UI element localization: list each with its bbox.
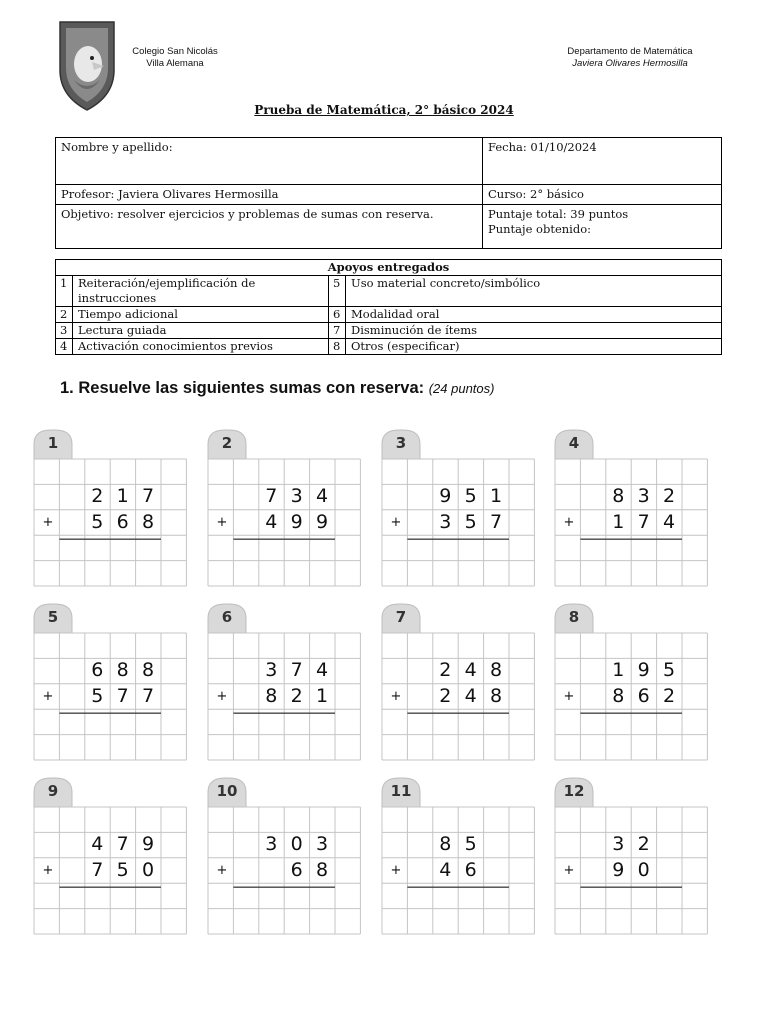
name-field[interactable]: Nombre y apellido: (56, 138, 483, 185)
question-text: Resuelve las siguientes sumas con reserva: (78, 379, 425, 397)
exercise-number: 5 (47, 608, 59, 626)
plus-sign: + (390, 688, 402, 704)
support-number: 3 (56, 323, 73, 339)
addend-top-digit: 0 (290, 833, 303, 856)
addend-bottom-digit: 5 (464, 510, 477, 533)
plus-sign: + (42, 688, 54, 704)
addend-top-digit: 9 (439, 485, 452, 508)
plus-sign: + (563, 514, 575, 530)
exercise-number: 9 (47, 782, 59, 800)
support-item: Otros (especificar) (346, 339, 722, 355)
course-field: Curso: 2° básico (483, 185, 722, 205)
support-number: 4 (56, 339, 73, 355)
exercise-card-11 (381, 776, 535, 936)
support-item: Modalidad oral (346, 307, 722, 323)
addend-top-digit: 4 (316, 659, 329, 682)
school-name: Colegio San Nicolás (132, 46, 218, 57)
exercise-card-7 (381, 602, 535, 762)
addend-top-digit: 2 (439, 659, 452, 682)
exercise-card-3 (381, 428, 535, 588)
question-1-heading (60, 379, 494, 398)
exercise-number: 3 (395, 434, 407, 452)
addend-bottom-digit: 7 (91, 858, 104, 881)
exercise-card-10 (207, 776, 361, 936)
addend-bottom-digit: 4 (439, 858, 452, 881)
supports-table (55, 259, 722, 355)
exercise-number: 8 (568, 608, 580, 626)
exercise-number: 6 (221, 608, 233, 626)
addend-top-digit: 8 (142, 659, 155, 682)
addend-bottom-digit: 6 (116, 510, 129, 533)
department-name: Departamento de Matemática (567, 46, 693, 57)
support-item: Uso material concreto/simbólico (346, 276, 722, 307)
addend-bottom-digit: 5 (91, 510, 104, 533)
addend-bottom-digit: 7 (142, 684, 155, 707)
support-number: 6 (329, 307, 346, 323)
addend-top-digit: 8 (612, 485, 625, 508)
plus-sign: + (563, 688, 575, 704)
addend-bottom-digit: 8 (316, 858, 329, 881)
addend-top-digit: 9 (637, 659, 650, 682)
support-number: 2 (56, 307, 73, 323)
addend-top-digit: 3 (612, 833, 625, 856)
department-info (540, 46, 720, 70)
plus-sign: + (216, 862, 228, 878)
addend-bottom-digit: 7 (637, 510, 650, 533)
addend-bottom-digit: 8 (612, 684, 625, 707)
addend-bottom-digit: 8 (490, 684, 503, 707)
addend-bottom-digit: 0 (637, 858, 650, 881)
addend-bottom-digit: 4 (663, 510, 676, 533)
exercise-card-4 (554, 428, 708, 588)
plus-sign: + (216, 514, 228, 530)
support-item: Tiempo adicional (73, 307, 329, 323)
addend-top-digit: 7 (142, 485, 155, 508)
addend-top-digit: 6 (91, 659, 104, 682)
school-city: Villa Alemana (146, 58, 204, 69)
exercise-number: 4 (568, 434, 580, 452)
objective-field: Objetivo: resolver ejercicios y problemas de sumas con reserva. (56, 205, 483, 249)
addend-top-digit: 3 (316, 833, 329, 856)
addend-bottom-digit: 6 (637, 684, 650, 707)
addend-top-digit: 2 (91, 485, 104, 508)
addend-bottom-digit: 6 (290, 858, 303, 881)
supports-heading: Apoyos entregados (56, 260, 722, 276)
student-info-table (55, 137, 722, 249)
exercise-number: 10 (216, 782, 238, 800)
support-item: Disminución de ítems (346, 323, 722, 339)
addend-top-digit: 4 (464, 659, 477, 682)
school-info (128, 46, 222, 70)
exercise-card-9 (33, 776, 187, 936)
support-item: Reiteración/ejemplificación de instrucciones (73, 276, 329, 307)
exercise-card-6 (207, 602, 361, 762)
page-title: Prueba de Matemática, 2° básico 2024 (254, 103, 514, 117)
school-logo (56, 18, 118, 112)
plus-sign: + (563, 862, 575, 878)
plus-sign: + (42, 862, 54, 878)
addend-top-digit: 8 (439, 833, 452, 856)
addend-top-digit: 7 (290, 659, 303, 682)
support-number: 5 (329, 276, 346, 307)
plus-sign: + (390, 862, 402, 878)
teacher-field: Profesor: Javiera Olivares Hermosilla (56, 185, 483, 205)
exercise-number: 7 (395, 608, 407, 626)
addend-top-digit: 4 (316, 485, 329, 508)
addend-bottom-digit: 2 (439, 684, 452, 707)
addend-top-digit: 5 (464, 485, 477, 508)
exercise-card-8 (554, 602, 708, 762)
exercise-card-1 (33, 428, 187, 588)
addend-top-digit: 1 (490, 485, 503, 508)
question-points: (24 puntos) (428, 381, 495, 396)
plus-sign: + (216, 688, 228, 704)
addend-top-digit: 3 (290, 485, 303, 508)
addend-top-digit: 3 (265, 659, 278, 682)
addend-bottom-digit: 9 (290, 510, 303, 533)
score-cell (483, 205, 722, 249)
addend-bottom-digit: 4 (265, 510, 278, 533)
plus-sign: + (390, 514, 402, 530)
exercise-number: 12 (563, 782, 585, 800)
addend-top-digit: 7 (265, 485, 278, 508)
addend-top-digit: 7 (116, 833, 129, 856)
addend-bottom-digit: 2 (663, 684, 676, 707)
support-number: 8 (329, 339, 346, 355)
support-item: Lectura guiada (73, 323, 329, 339)
addend-bottom-digit: 1 (316, 684, 329, 707)
addend-top-digit: 3 (265, 833, 278, 856)
addend-bottom-digit: 8 (142, 510, 155, 533)
addend-bottom-digit: 7 (116, 684, 129, 707)
score-obtained[interactable]: Puntaje obtenido: (488, 222, 592, 236)
addend-bottom-digit: 5 (91, 684, 104, 707)
addend-bottom-digit: 5 (116, 858, 129, 881)
exercise-number: 2 (221, 434, 233, 452)
exercise-card-12 (554, 776, 708, 936)
addend-top-digit: 8 (490, 659, 503, 682)
exercise-number: 1 (47, 434, 59, 452)
question-number: 1. (60, 379, 74, 397)
addend-top-digit: 2 (637, 833, 650, 856)
addend-bottom-digit: 2 (290, 684, 303, 707)
addend-top-digit: 1 (612, 659, 625, 682)
exercise-number: 11 (390, 782, 412, 800)
support-item: Activación conocimientos previos (73, 339, 329, 355)
addend-bottom-digit: 4 (464, 684, 477, 707)
addend-bottom-digit: 6 (464, 858, 477, 881)
teacher-name: Javiera Olivares Hermosilla (572, 58, 688, 69)
addend-top-digit: 1 (116, 485, 129, 508)
support-number: 1 (56, 276, 73, 307)
addend-bottom-digit: 9 (316, 510, 329, 533)
date-field: Fecha: 01/10/2024 (483, 138, 722, 185)
score-total: Puntaje total: 39 puntos (488, 207, 629, 221)
addend-top-digit: 8 (116, 659, 129, 682)
addend-top-digit: 2 (663, 485, 676, 508)
plus-sign: + (42, 514, 54, 530)
addend-bottom-digit: 1 (612, 510, 625, 533)
addend-bottom-digit: 7 (490, 510, 503, 533)
addend-bottom-digit: 3 (439, 510, 452, 533)
addend-top-digit: 4 (91, 833, 104, 856)
addend-top-digit: 3 (637, 485, 650, 508)
exercise-card-2 (207, 428, 361, 588)
addend-top-digit: 9 (142, 833, 155, 856)
addend-bottom-digit: 0 (142, 858, 155, 881)
addend-bottom-digit: 8 (265, 684, 278, 707)
addend-top-digit: 5 (464, 833, 477, 856)
addend-bottom-digit: 9 (612, 858, 625, 881)
exercise-card-5 (33, 602, 187, 762)
support-number: 7 (329, 323, 346, 339)
addend-top-digit: 5 (663, 659, 676, 682)
